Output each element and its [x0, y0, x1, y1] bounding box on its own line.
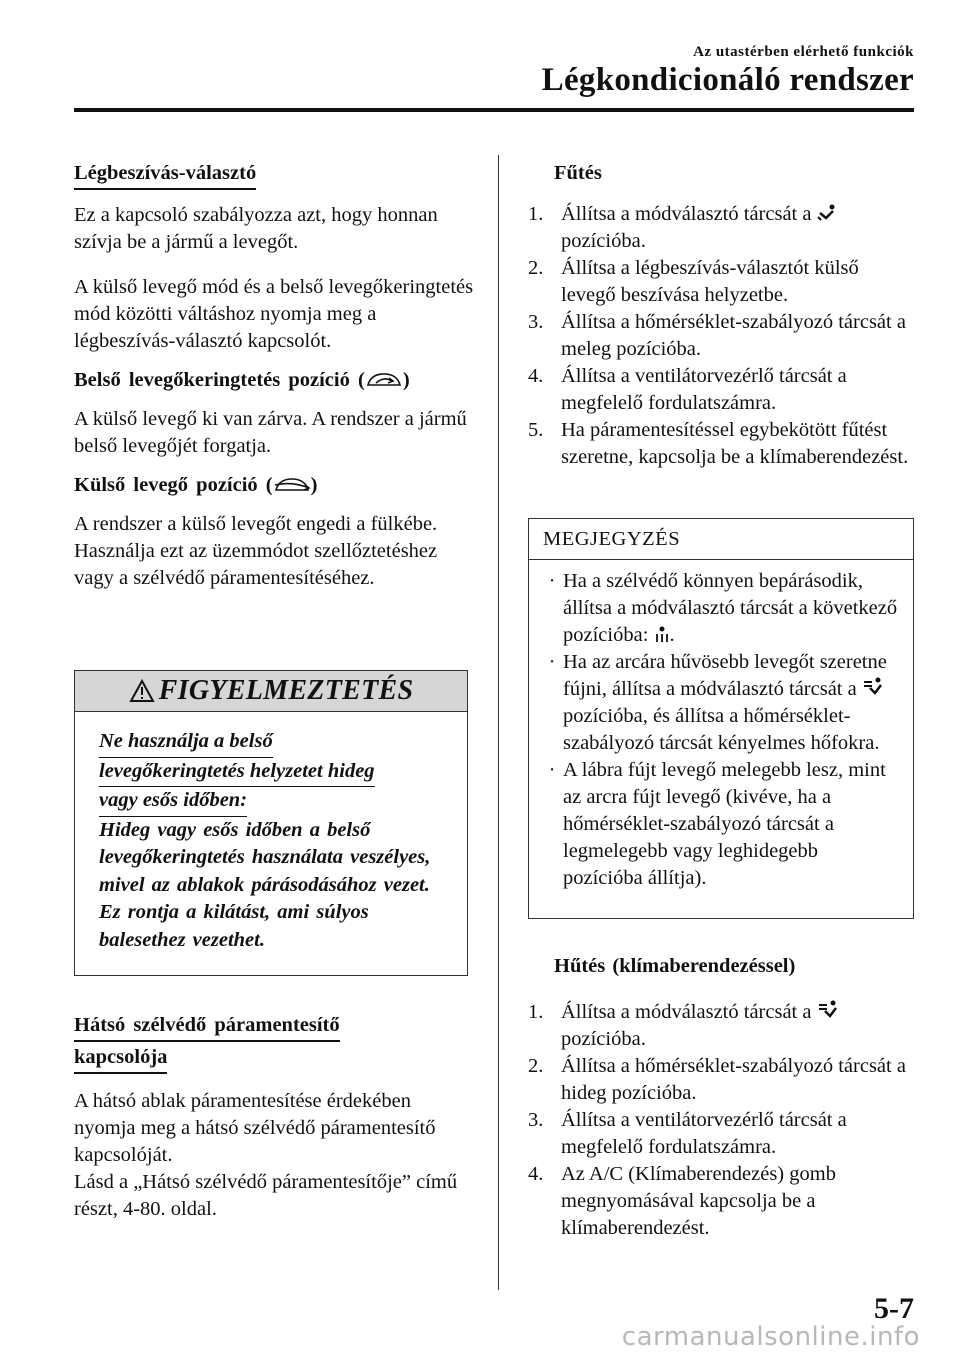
- heating-step-5: 5. Ha páramentesítéssel egybekötött fűtést szeretne, kapcsolja be a klímaberendezést.: [528, 419, 909, 468]
- column-divider: [498, 155, 499, 1290]
- warning-body: [75, 712, 467, 954]
- cooling-step-2: 2. Állítsa a hőmérséklet-szabályozó tárcsát a hideg pozícióba.: [528, 1055, 906, 1104]
- windshield-defrost-mode-icon: [654, 626, 670, 644]
- warning-lead-2: levegőkeringtetés helyzetet hideg: [99, 758, 375, 788]
- note-bullet-2: · Ha az arcára hűvösebb levegőt szeretne fújni, állítsa a módválasztó tárcsát a pozícióba, és állítsa a hőmérséklet-szabályozó tárcsát kényelmes hőfokra.: [548, 651, 887, 754]
- cooling-step-1: 1. Állítsa a módválasztó tárcsát a pozícióba.: [528, 999, 916, 1053]
- cooling-step-3: 3. Állítsa a ventilátorvezérlő tárcsát a megfelelő fordulatszámra.: [528, 1109, 847, 1158]
- rear-paragraph-1: A hátsó ablak páramentesítése érdekében nyomja meg a hátsó szélvédő páramentesítő kapcsolóját.: [74, 1090, 436, 1166]
- cooling-step-4: 4. Az A/C (Klímaberendezés) gomb megnyomásával kapcsolja be a klímaberendezést.: [528, 1163, 836, 1239]
- outside-air-icon: [273, 476, 311, 494]
- outside-text: A rendszer a külső levegőt engedi a fülkébe. Használja ezt az üzemmódot szellőztetéshez vagy a szélvédő páramentesítéséhez.: [74, 513, 438, 589]
- face-vent-cool-mode-icon: [862, 676, 884, 698]
- recirc-text: A külső levegő ki van zárva. A rendszer a jármű belső levegőjét forgatja.: [74, 408, 467, 457]
- warning-lead-3: vagy esős időben:: [99, 787, 247, 817]
- rear-heading-line-2: kapcsolója: [74, 1044, 167, 1074]
- warning-title: FIGYELMEZTETÉS: [158, 675, 414, 706]
- watermark: carmanualsonline.info: [621, 1322, 920, 1352]
- intake-paragraph-1: Ez a kapcsoló szabályozza azt, hogy honnan szívja be a jármű a levegőt.: [74, 204, 438, 253]
- face-vent-cool-icon: [817, 999, 839, 1021]
- heating-step-1: 1. Állítsa a módválasztó tárcsát a pozícióba.: [528, 201, 916, 255]
- cooling-steps: [528, 999, 916, 1242]
- face-vent-mode-icon: [817, 203, 837, 223]
- intake-heading: Légbeszívás-választó: [74, 160, 256, 190]
- warning-box: [74, 670, 468, 976]
- heating-step-3: 3. Állítsa a hőmérséklet-szabályozó tárcsát a meleg pozícióba.: [528, 311, 906, 360]
- note-box: [528, 518, 914, 919]
- rear-paragraph-2: Lásd a „Hátsó szélvédő páramentesítője” című részt, 4-80. oldal.: [74, 1171, 458, 1220]
- warning-header: [75, 671, 467, 712]
- heating-steps: [528, 201, 916, 471]
- cooling-section: [528, 953, 916, 1242]
- header-subtitle: Az utastérben elérhető funkciók: [693, 44, 914, 60]
- left-column: [74, 158, 474, 592]
- heating-step-4: 4. Állítsa a ventilátorvezérlő tárcsát a megfelelő fordulatszámra.: [528, 365, 847, 414]
- right-column: [528, 158, 916, 471]
- outside-heading: Külső levegő pozíció ( ): [74, 474, 318, 496]
- note-bullet-3: · A lábra fújt levegő melegebb lesz, mint az arcra fújt levegő (kivéve, ha a hőmérséklet-szabályozó tárcsát a legmelegebb vagy leghidegebb pozícióba állítja).: [548, 759, 886, 889]
- note-body: [529, 560, 913, 892]
- rear-heading-line-1: Hátsó szélvédő páramentesítő: [74, 1012, 340, 1042]
- recirculation-icon: [365, 371, 403, 389]
- warning-lead-1: Ne használja a belső: [99, 728, 273, 758]
- warning-text: Hideg vagy esős időben a belső levegőkeringtetés használata veszélyes, mivel az ablakok párásodásához vezet. Ez rontja a kilátást, ami súlyos balesethez vezethet.: [99, 818, 431, 951]
- note-header: MEGJEGYZÉS: [529, 519, 913, 560]
- rear-defroster-section: [74, 1012, 474, 1223]
- warning-triangle-icon: [129, 679, 155, 703]
- note-bullet-1: · Ha a szélvédő könnyen bepárásodik, állítsa a módválasztó tárcsát a következő pozícióba: .: [548, 570, 898, 646]
- header-title: Légkondicionáló rendszer: [541, 62, 914, 98]
- intake-paragraph-2: A külső levegő mód és a belső levegőkeringtetés mód közötti váltáshoz nyomja meg a légbeszívás-választó kapcsolót.: [74, 276, 474, 352]
- heating-step-2: 2. Állítsa a légbeszívás-választót külső levegő beszívása helyzetbe.: [528, 257, 859, 306]
- recirc-heading: Belső levegőkeringtetés pozíció ( ): [74, 369, 410, 391]
- page-number: 5-7: [874, 1292, 914, 1325]
- cooling-heading: Hűtés (klímaberendezéssel): [554, 955, 796, 977]
- heating-heading: Fűtés: [554, 162, 602, 184]
- header-rule: [74, 108, 914, 112]
